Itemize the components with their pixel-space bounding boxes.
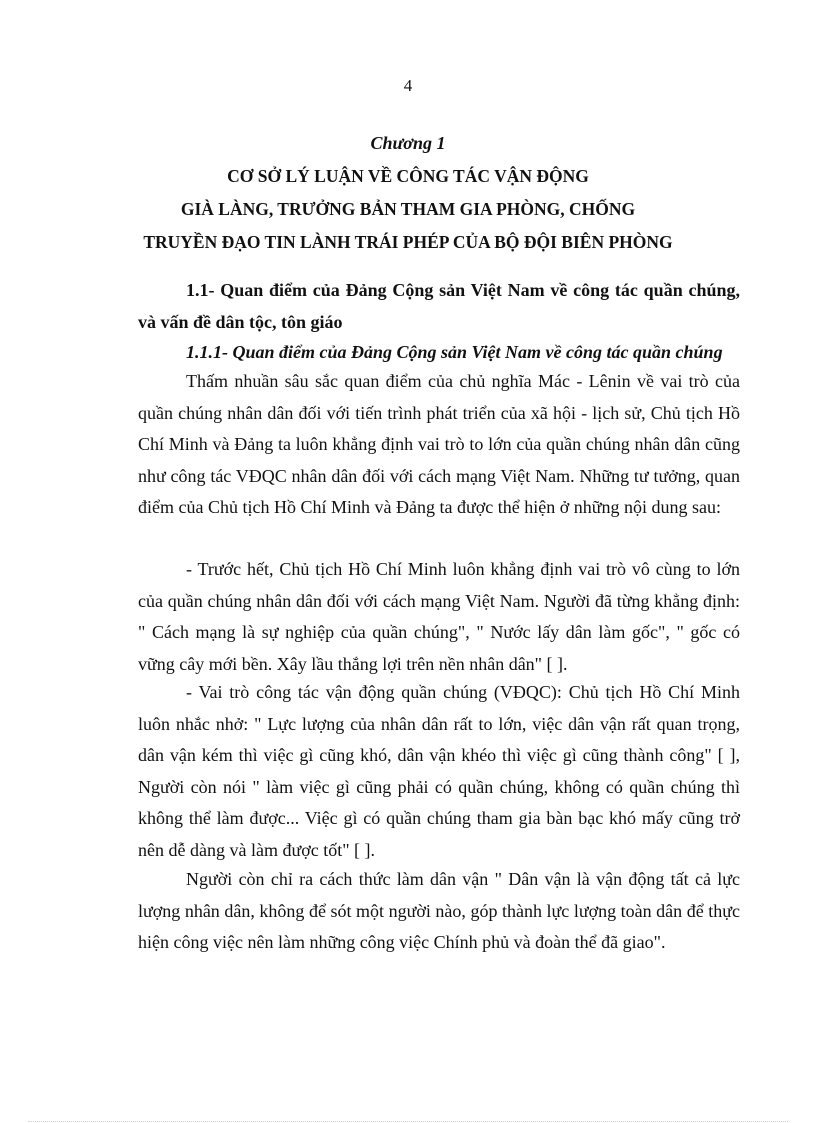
page-bottom-border: [28, 1121, 788, 1122]
section-heading: 1.1- Quan điểm của Đảng Cộng sản Việt Nam về công tác quần chúng, và vấn đề dân tộc, tôn giáo: [138, 280, 740, 332]
body-paragraph: - Trước hết, Chủ tịch Hồ Chí Minh luôn khẳng định vai trò vô cùng to lớn của quần chúng nhân dân đối với cách mạng Việt Nam. Người đã từng khẳng định: " Cách mạng là sự nghiệp của quần chúng", " Nước lấy dân làm gốc", " gốc có vững cây mới bền. Xây lầu thắng lợi trên nền nhân dân" [ ].: [138, 559, 740, 674]
body-paragraph: - Vai trò công tác vận động quần chúng (VĐQC): Chủ tịch Hồ Chí Minh luôn nhắc nhở: " Lực lượng của nhân dân rất to lớn, việc dân vận rất quan trọng, dân vận kém thì việc gì cũng khó, dân vận khéo thì việc gì cũng thành công" [ ], Người còn nói " làm việc gì cũng phải có quần chúng, không có quần chúng thì không thể làm được... Việc gì có quần chúng tham gia bàn bạc khó mấy cũng trở nên dễ dàng và làm được tốt" [ ].: [138, 682, 740, 860]
chapter-title-line-1: CƠ SỞ LÝ LUẬN VỀ CÔNG TÁC VẬN ĐỘNG: [227, 166, 589, 186]
chapter-title-line-3: TRUYỀN ĐẠO TIN LÀNH TRÁI PHÉP CỦA BỘ ĐỘI BIÊN PHÒNG: [143, 232, 673, 252]
body-paragraph: Người còn chỉ ra cách thức làm dân vận " Dân vận là vận động tất cả lực lượng nhân dân, không để sót một người nào, góp thành lực lượng toàn dân để thực hiện công việc nên làm những công việc Chính phủ và đoàn thể đã giao".: [138, 869, 740, 953]
body-paragraph: Thấm nhuần sâu sắc quan điểm của chủ nghĩa Mác - Lênin về vai trò của quần chúng nhân dân đối với tiến trình phát triển của xã hội - lịch sử, Chủ tịch Hồ Chí Minh và Đảng ta luôn khẳng định vai trò to lớn của quần chúng nhân dân cũng như công tác VĐQC nhân dân đối với cách mạng Việt Nam. Những tư tưởng, quan điểm của Chủ tịch Hồ Chí Minh và Đảng ta được thể hiện ở những nội dung sau:: [138, 371, 740, 518]
page-number: 4: [403, 76, 413, 95]
chapter-title-line-2: GIÀ LÀNG, TRƯỞNG BẢN THAM GIA PHÒNG, CHỐNG: [180, 199, 636, 219]
chapter-label: Chương 1: [370, 133, 446, 153]
subsection-heading: 1.1.1- Quan điểm của Đảng Cộng sản Việt Nam về công tác quần chúng: [186, 342, 723, 362]
